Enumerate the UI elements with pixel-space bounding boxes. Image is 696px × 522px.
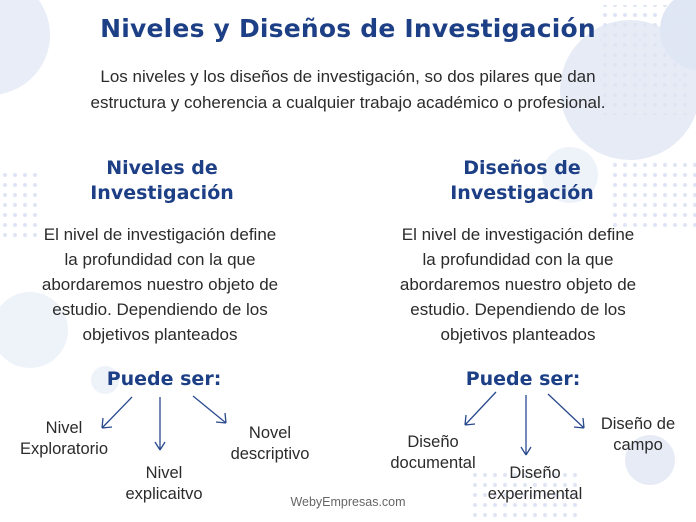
arrow-to-diseno-de-campo [548, 394, 584, 428]
item-line: Exploratorio [19, 440, 109, 458]
left-text-line: objetivos planteados [82, 325, 238, 344]
left-column-title [52, 156, 272, 206]
item-line: campo [613, 436, 663, 454]
right-text-line: abordaremos nuestro objeto de [399, 275, 637, 294]
item-line: descriptivo [230, 445, 310, 463]
right-title-line1: Diseños de [463, 157, 581, 179]
left-text-line: El nivel de investigación define [43, 225, 277, 244]
intro-text: Los niveles y los diseños de investigación, so dos pilares que dan estructura y coherencia a cualquier trabajo académico o profesional. [90, 67, 606, 112]
right-text-line: estudio. Dependiendo de los [410, 300, 626, 319]
right-column-title [412, 156, 632, 206]
page-title: Niveles y Diseños de Investigación [100, 14, 596, 43]
item-line: Nivel [45, 419, 83, 437]
left-title-line1: Niveles de [106, 157, 218, 179]
arrow-to-nivel-explicativo [155, 397, 165, 450]
left-text-line: abordaremos nuestro objeto de [41, 275, 279, 294]
right-title-line2: Investigación [450, 182, 594, 204]
item-line: documental [390, 454, 476, 472]
footer-watermark: WebyEmpresas.com [290, 495, 406, 509]
right-text-line: objetivos planteados [440, 325, 596, 344]
item-novel-descriptivo [210, 423, 330, 465]
item-diseno-de-campo [580, 414, 696, 456]
item-line: Diseño [407, 433, 459, 451]
item-line: Diseño [509, 464, 561, 482]
left-description [10, 222, 310, 347]
left-text-line: estudio. Dependiendo de los [52, 300, 268, 319]
item-line: Nivel [145, 464, 183, 482]
arrow-to-diseno-documental [465, 392, 496, 425]
right-text-line: El nivel de investigación define [401, 225, 635, 244]
right-description [368, 222, 668, 347]
right-puede-ser: Puede ser: [465, 368, 581, 390]
arrow-to-diseno-experimental [521, 395, 531, 455]
right-text-line: la profundidad con la que [422, 250, 614, 269]
item-nivel-exploratorio [4, 418, 124, 460]
arrow-to-novel-descriptivo [193, 396, 226, 423]
item-line: Diseño de [600, 415, 676, 433]
left-puede-ser: Puede ser: [106, 368, 222, 390]
left-title-line2: Investigación [90, 182, 234, 204]
item-line: experimental [487, 485, 583, 503]
item-line: explicaitvo [125, 485, 203, 503]
item-line: Novel [248, 424, 292, 442]
left-text-line: la profundidad con la que [64, 250, 256, 269]
